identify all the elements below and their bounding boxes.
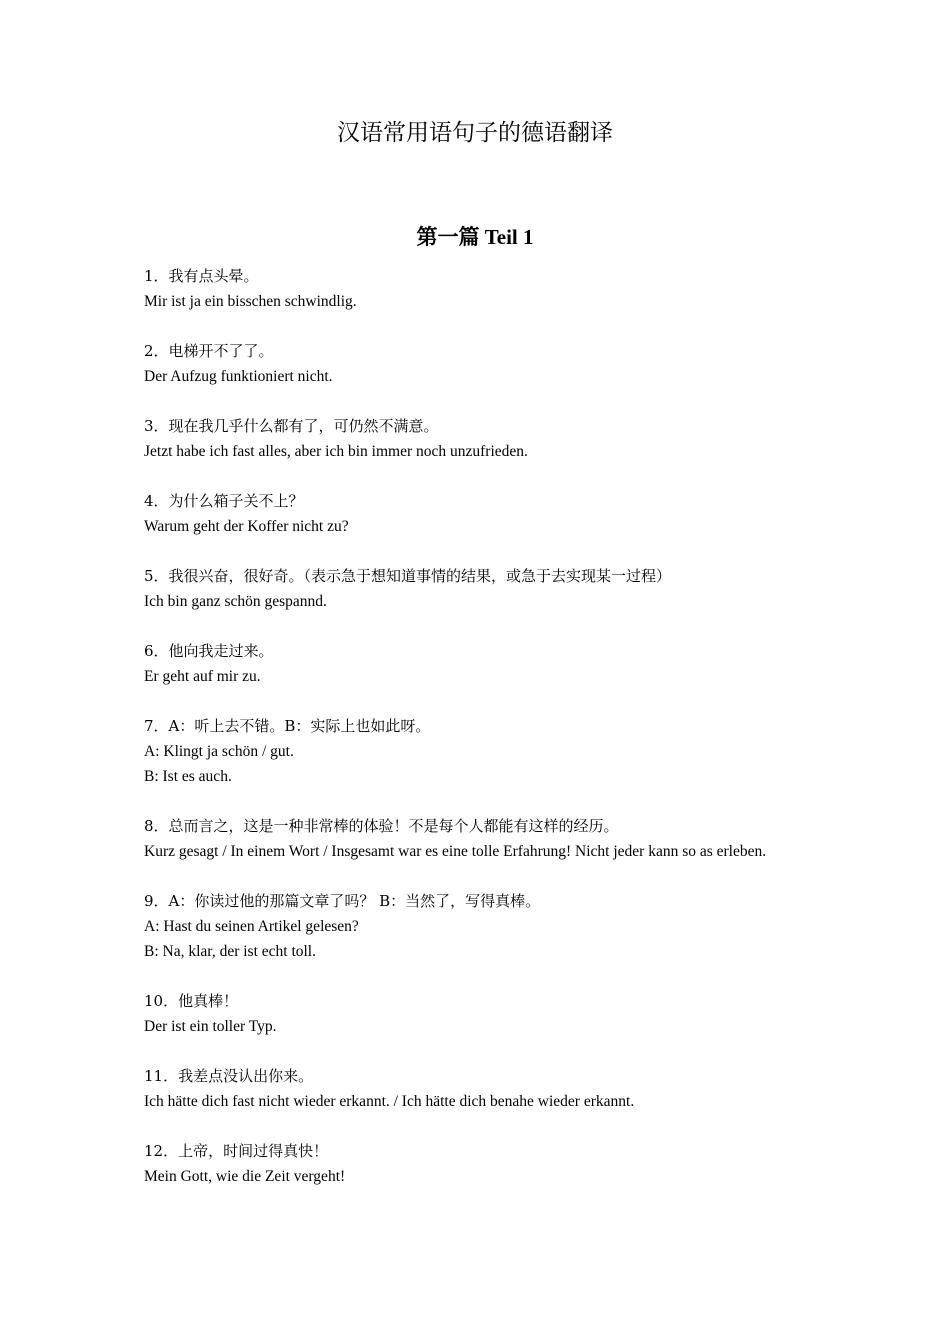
german-translation: Warum geht der Koffer nicht zu? (144, 518, 349, 535)
sentence-entry (144, 889, 807, 964)
chinese-sentence: 7．A：听上去不错。B：实际上也如此呀。 (144, 717, 431, 735)
german-translation: A: Hast du seinen Artikel gelesen? (144, 918, 359, 935)
german-translation: B: Ist es auch. (144, 768, 232, 785)
chinese-sentence: 10．他真棒！ (144, 992, 239, 1010)
german-translation: Mein Gott, wie die Zeit vergeht! (144, 1168, 346, 1185)
chinese-sentence: 5．我很兴奋，很好奇。（表示急于想知道事情的结果，或急于去实现某一过程） (144, 567, 672, 585)
chinese-sentence: 11．我差点没认出你来。 (144, 1067, 314, 1085)
german-translation: Er geht auf mir zu. (144, 668, 261, 685)
sentence-entry (144, 639, 807, 689)
german-translation: Ich hätte dich fast nicht wieder erkannt. / Ich hätte dich benahe wieder erkannt. (144, 1093, 635, 1110)
sentence-entry (144, 814, 807, 864)
sentence-entry (144, 414, 807, 464)
sentence-entry (144, 1139, 807, 1189)
chinese-sentence: 12．上帝，时间过得真快！ (144, 1142, 329, 1160)
sentence-entry (144, 264, 807, 314)
german-translation: Ich bin ganz schön gespannd. (144, 593, 327, 610)
chinese-sentence: 6．他向我走过来。 (144, 642, 274, 660)
sentence-list (144, 264, 807, 1214)
german-translation: Kurz gesagt / In einem Wort / Insgesamt war es eine tolle Erfahrung! Nicht jeder kann so as erleben. (144, 843, 767, 860)
german-translation: B: Na, klar, der ist echt toll. (144, 943, 316, 960)
chinese-sentence: 3．现在我几乎什么都有了，可仍然不满意。 (144, 417, 439, 435)
document-title: 汉语常用语句子的德语翻译 (337, 120, 613, 146)
sentence-entry (144, 989, 807, 1039)
section-title: 第一篇 Teil 1 (416, 225, 534, 249)
sentence-entry (144, 564, 807, 614)
german-translation: Der ist ein toller Typ. (144, 1018, 277, 1035)
sentence-entry (144, 339, 807, 389)
german-translation: Der Aufzug funktioniert nicht. (144, 368, 333, 385)
german-translation: Mir ist ja ein bisschen schwindlig. (144, 293, 357, 310)
chinese-sentence: 9．A：你读过他的那篇文章了吗？ B：当然了，写得真棒。 (144, 892, 541, 910)
sentence-entry (144, 1064, 807, 1114)
chinese-sentence: 4．为什么箱子关不上？ (144, 492, 304, 510)
german-translation: Jetzt habe ich fast alles, aber ich bin immer noch unzufrieden. (144, 443, 528, 460)
sentence-entry (144, 489, 807, 539)
chinese-sentence: 8．总而言之，这是一种非常棒的体验！不是每个人都能有这样的经历。 (144, 817, 619, 835)
chinese-sentence: 1．我有点头晕。 (144, 267, 259, 285)
chinese-sentence: 2．电梯开不了了。 (144, 342, 274, 360)
german-translation: A: Klingt ja schön / gut. (144, 743, 294, 760)
sentence-entry (144, 714, 807, 789)
